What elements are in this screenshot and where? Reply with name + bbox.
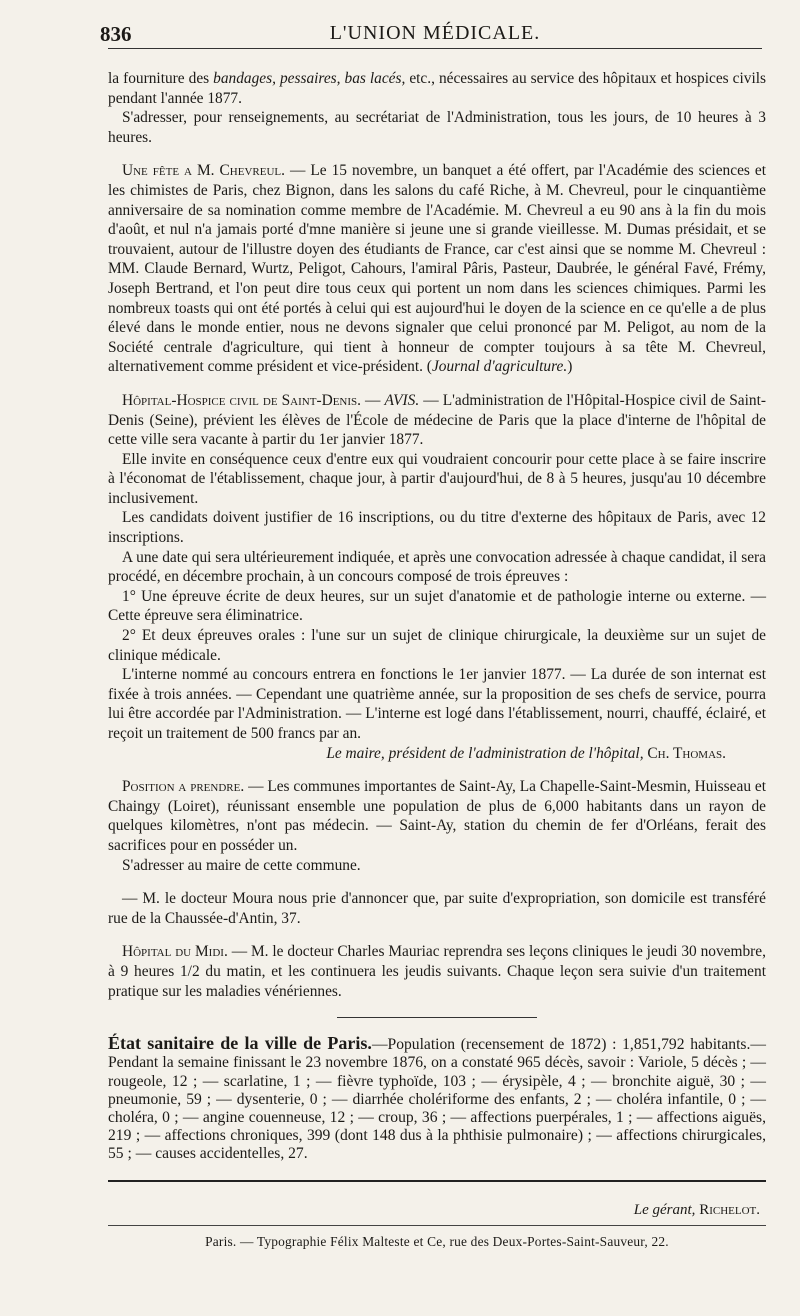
section-divider <box>337 1017 537 1018</box>
journal-title: L'UNION MÉDICALE. <box>329 22 541 44</box>
saint-denis-notice: Hôpital-Hospice civil de Saint-Denis. — AVIS. — L'administration de l'Hôpital-Hospice civil de Saint-Denis (Seine), prévient les élèves de l'École de médecine de Paris que la place d'interne de l'hôpital de cette ville sera vacante à partir du 1er janvier 1877. <box>108 391 766 449</box>
gerant-name: Richelot. <box>695 1201 760 1218</box>
position-paragraph <box>108 777 766 855</box>
printer-imprint: Paris. — Typographie Félix Malteste et Ce, rue des Deux-Portes-Saint-Sauveur, 22. <box>205 1233 669 1249</box>
position-body: — Les communes importantes de Saint-Ay, La Chapelle-Saint-Mesmin, Huisseau et Chaingy (Loiret), réunissant ensemble une population de plus de 6,000 habitants dans un rayon de quelques kilomètres, n'ont pas médecin. — Saint-Ay, station du chemin de fer d'Orléans, ferait des sacrifices pour en posséder un. <box>108 778 766 854</box>
moura-section <box>108 889 766 928</box>
gerant-label: Le gérant, <box>633 1201 696 1218</box>
signature-title: Le maire, président de l'administration de l'hôpital, <box>326 744 644 762</box>
midi-section <box>108 942 766 1001</box>
saint-denis-p3: Les candidats doivent justifier de 16 inscriptions, ou du titre d'externe des hôpitaux de Paris, avec 12 inscriptions. <box>108 509 766 547</box>
intro-section <box>108 69 766 147</box>
signature-name: Ch. Thomas. <box>643 744 726 762</box>
position-contact: S'adresser au maire de cette commune. <box>122 856 361 874</box>
etat-paragraph <box>108 1034 766 1163</box>
chevreul-paragraph <box>108 161 766 377</box>
position-section <box>108 777 766 875</box>
saint-denis-p6: 2° Et deux épreuves orales : l'une sur un sujet de clinique chirurgicale, la deuxième sur un sujet de clinique médicale. <box>108 627 766 664</box>
saint-denis-p4: A une date qui sera ultérieurement indiquée, et après une convocation adressée à chaque candidat, il sera procédé, en décembre prochain, à un concours composé de trois épreuves : <box>108 548 766 586</box>
chevreul-section <box>108 161 766 377</box>
imprint-rule <box>108 1225 766 1226</box>
chevreul-heading: Une fête a M. Chevreul. <box>122 162 285 180</box>
saint-denis-p7: L'interne nommé au concours entrera en fonctions le 1er janvier 1877. — La durée de son internat est fixée à trois années. — Cependant une quatrième année, sur la proposition de ses chefs de service, pourra lui être accordée par l'Administration. — L'interne est logé dans l'établissement, nourri, chauffé, éclairé, et reçoit un traitement de 500 francs par an. <box>108 666 766 742</box>
saint-denis-signature <box>108 744 766 764</box>
footer-rule <box>108 1180 766 1182</box>
midi-heading: Hôpital du Midi. <box>122 943 228 961</box>
intro-text: la fourniture des <box>108 70 214 87</box>
page-header <box>100 18 762 49</box>
intro-paragraph <box>108 69 766 108</box>
chevreul-source: Journal d'agriculture. <box>431 358 568 376</box>
midi-body: — M. le docteur Charles Mauriac reprendra ses leçons cliniques le jeudi 30 novembre, à 9 heures 1/2 du matin, et les continuera les jeudis suivants. Chaque leçon sera suivie d'un traitement pratique sur les maladies vénériennes. <box>108 943 766 1000</box>
saint-denis-p5: 1° Une épreuve écrite de deux heures, sur un sujet d'anatomie et de pathologie interne ou externe. — Cette épreuve sera éliminatrice. <box>108 587 766 625</box>
intro-contact: S'adresser, pour renseignements, au secrétariat de l'Administration, tous les jours, de 10 heures à 3 heures. <box>108 109 766 146</box>
saint-denis-p1: — L'administration de l'Hôpital-Hospice civil de Saint-Denis (Seine), prévient les élèves de l'École de médecine de Paris que la place d'interne de l'hôpital de cette ville sera vacante à partir du 1er janvier 1877. <box>108 391 766 449</box>
etat-body: —Population (recensement de 1872) : 1,851,792 habitants.—Pendant la semaine finissant le 23 novembre 1876, on a constaté 965 décès, savoir : Variole, 5 décès ; — rougeole, 12 ; — scarlatine, 1 ; — fièvre typhoïde, 103 ; — érysipèle, 4 ; — bronchite aiguë, 30 ; — pneumonie, 59 ; — dysenterie, 0 ; — diarrhée cholériforme des enfants, 2 ; — choléra infantile, 0 ; — choléra, 0 ; — angine couenneuse, 12 ; — croup, 36 ; — affections puerpérales, 1 ; — affections aiguës, 219 ; — affections chroniques, 399 (dont 148 dus à la phthisie pulmonaire) ; — affections chirurgicales, 55 ; — causes accidentelles, 27. <box>108 1036 766 1163</box>
intro-items: bandages, pessaires, bas lacés, <box>213 70 406 87</box>
midi-paragraph <box>108 942 766 1001</box>
gerant-line <box>108 1202 766 1219</box>
saint-denis-section <box>108 391 766 763</box>
etat-sanitaire-section <box>108 1034 766 1163</box>
chevreul-body: — Le 15 novembre, un banquet a été offert, par l'Académie des sciences et les chimistes de Paris, chez Bignon, dans les salons du café Riche, à M. Chevreul, pour le cinquantième anniversaire de sa nomination comme membre de l'Académie. M. Chevreul a eu 90 ans à la fin du mois d'août, et nul n'a jamais porté d'mne manière si jeune une si grande vieillesse. M. Dumas présidait, et se trouvaient, autour de l'illustre doyen des étudiants de France, car c'est ainsi que se nomme M. Chevreul : MM. Claude Bernard, Wurtz, Peligot, Cahours, l'amiral Pâris, Pasteur, Daubrée, le général Favé, Frémy, Joseph Bertrand, et l'on peut dire tous ceux qui portent un nom dans les sciences chimiques. Parmi les nombreux toasts qui ont été portés à celui qui est aujourd'hui le doyen de la science en ce qu'elle a de plus élevé dans le monde entier, nous ne devons signaler que celui prononcé par M. Peligot, au nom de la Société centrale d'agriculture, qui tient à honneur de compter toujours à sa tête M. Chevreul, alternativement comme président et vice-président. ( <box>108 162 766 376</box>
position-heading: Position a prendre. <box>122 778 245 796</box>
saint-denis-heading: Hôpital-Hospice civil de Saint-Denis. <box>122 391 361 409</box>
chevreul-close: ) <box>567 358 573 376</box>
page-number: 836 <box>100 22 132 46</box>
saint-denis-p2: Elle invite en conséquence ceux d'entre eux qui voudraient concourir pour cette place à se faire inscrire à l'économat de l'établissement, chaque jour, à partir d'aujourd'hui, de 8 à 5 heures, jusqu'au 10 décembre inclusivement. <box>108 450 766 507</box>
intro-text-rest: etc., nécessaires au service des hôpitaux et hospices civils pendant l'année 1877. <box>108 70 766 107</box>
moura-paragraph: — M. le docteur Moura nous prie d'annoncer que, par suite d'expropriation, son domicile est transféré rue de la Chaussée-d'Antin, 37. <box>108 890 766 927</box>
avis-label: AVIS. <box>384 391 420 409</box>
etat-title: État sanitaire de la ville de Paris. <box>108 1033 372 1054</box>
